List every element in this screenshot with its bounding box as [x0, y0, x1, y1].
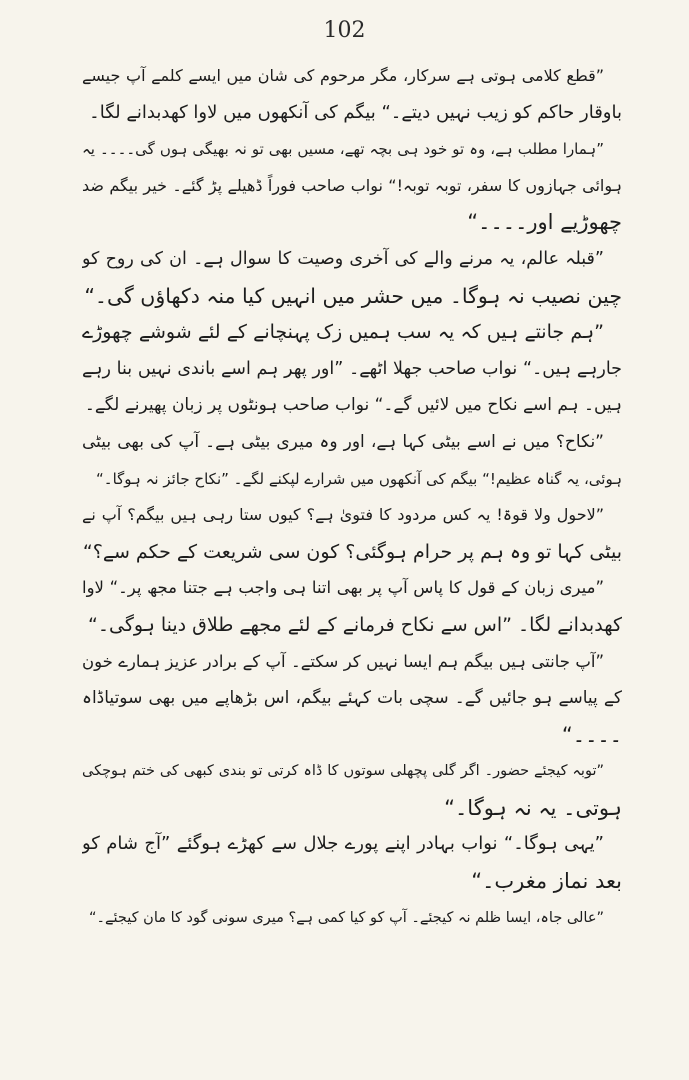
urdu-text-block — [82, 58, 622, 1068]
text-line: باوقار حاکم کو زیب نہیں دیتے۔“ بیگم کی آنکھوں میں لاوا کھدبدانے لگا۔ — [89, 101, 622, 123]
text-line: ۔۔۔۔“ — [561, 722, 622, 747]
text-line: کھدبدانے لگا۔ ”اس سے نکاح فرمانے کے لئے مجھے طلاق دینا ہوگی۔“ — [88, 613, 622, 636]
text-line: چین نصیب نہ ہوگا۔ میں حشر میں انہیں کیا منہ دکھاؤں گی۔“ — [84, 283, 622, 308]
text-line: ”توبہ کیجئے حضور۔ اگر گلی پچھلی سوتوں کا ڈاہ کرتی تو بندی کبھی کی ختم ہوچکی — [82, 763, 604, 780]
text-line: ”ہم جانتے ہیں کہ یہ سب ہمیں زک پہنچانے کے لئے شوشے چھوڑے — [82, 321, 604, 344]
text-line: بیٹی کہا تو وہ ہم پر حرام ہوگئی؟ کون سی شریعت کے حکم سے؟“ — [82, 540, 622, 563]
text-line: ”میری زبان کے قول کا پاس آپ پر بھی اتنا ہی واجب ہے جتنا مجھ پر۔“ لاوا — [82, 578, 604, 598]
page-number: 102 — [323, 18, 366, 43]
text-line: ”قبلہ عالم، یہ مرنے والے کی آخری وصیت کا سوال ہے۔ ان کی روح کو — [82, 248, 604, 269]
text-line: کے پیاسے ہو جائیں گے۔ سچی بات کہئے بیگم، اس بڑھاپے میں بھی سوتیاڈاہ — [82, 688, 622, 709]
text-line: جارہے ہیں۔“ نواب صاحب جھلا اٹھے۔ ”اور پھر ہم اسے باندی نہیں بنا رہے — [82, 358, 622, 379]
text-line: بعد نماز مغرب۔“ — [471, 869, 622, 894]
text-line: ”آپ جانتی ہیں بیگم ہم ایسا نہیں کر سکتے۔ آپ کے برادر عزیز ہمارے خون — [82, 651, 604, 671]
text-line: ہیں۔ ہم اسے نکاح میں لائیں گے۔“ نواب صاحب ہونٹوں پر زبان پھیرنے لگے۔ — [84, 395, 622, 416]
text-line: ہوتی۔ یہ نہ ہوگا۔“ — [444, 795, 622, 820]
text-line: ہوئی، یہ گناہ عظیم!“ بیگم کی آنکھوں میں شرارے لپکنے لگے۔ ”نکاح جائز نہ ہوگا۔“ — [96, 469, 622, 488]
text-line: ”قطع کلامی ہوتی ہے سرکار، مگر مرحوم کی شان میں ایسے کلمے آپ جیسے — [82, 66, 604, 85]
text-line: ”نکاح؟ میں نے اسے بیٹی کہا ہے، اور وہ میری بیٹی ہے۔ آپ کی بھی بیٹی — [82, 431, 604, 452]
text-line: ”عالی جاہ، ایسا ظلم نہ کیجئے۔ آپ کو کیا کمی ہے؟ میری سونی گود کا مان کیجئے۔“ — [89, 909, 604, 926]
text-line: ”ہمارا مطلب ہے، وہ تو خود ہی بچہ تھے، مسیں بھی تو نہ بھیگی ہوں گی۔۔۔۔ یہ — [82, 140, 604, 159]
text-line: چھوڑیے اور۔۔۔۔“ — [467, 210, 622, 235]
text-line: ہوائی جہازوں کا سفر، توبہ توبہ!“ نواب صاحب فوراً ڈھیلے پڑ گئے۔ خیر بیگم ضد — [82, 175, 622, 195]
text-line: ”یہی ہوگا۔“ نواب بہادر اپنے پورے جلال سے کھڑے ہوگئے ”آج شام کو — [82, 833, 604, 855]
text-line: ”لاحول ولا قوۃ! یہ کس مردود کا فتویٰ ہے؟ کیوں ستا رہی ہیں بیگم؟ آپ نے — [82, 505, 604, 525]
